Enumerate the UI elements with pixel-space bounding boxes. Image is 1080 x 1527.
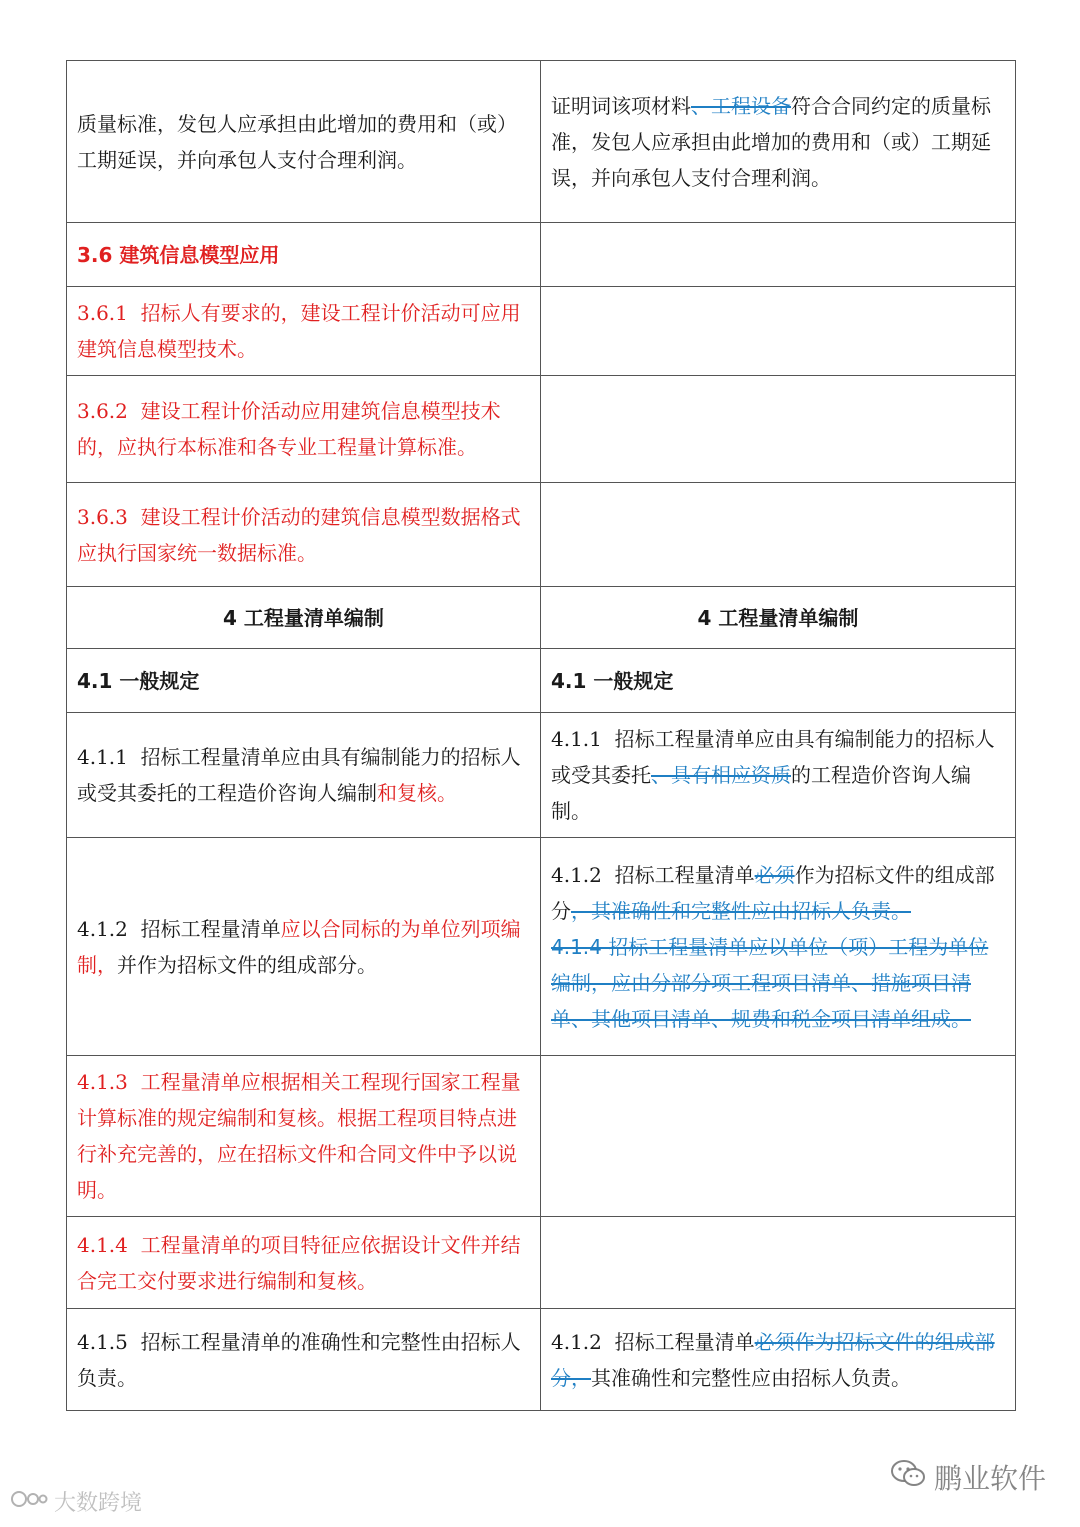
table-row: [67, 61, 1016, 223]
cell-old: 4.1.1 招标工程量清单应由具有编制能力的招标人或受其委托、具有相应资质的工程造价咨询人编制。: [541, 713, 1016, 838]
cell-new: 4.1.2 招标工程量清单应以合同标的为单位列项编制，并作为招标文件的组成部分。: [67, 838, 541, 1056]
table-row: [67, 1056, 1016, 1217]
chapter-title: 4 工程量清单编制: [67, 587, 541, 649]
added-text: 和复核。: [377, 781, 457, 805]
table-row: [67, 1309, 1016, 1411]
cell-old: 证明词该项材料、工程设备符合合同约定的质量标准，发包人应承担由此增加的费用和（或）工期延误，并向承包人支付合理利润。: [541, 61, 1016, 223]
table-row: [67, 376, 1016, 483]
table-row: [67, 287, 1016, 376]
section-heading: 3.6 建筑信息模型应用: [67, 223, 541, 287]
deleted-text: 、工程设备: [691, 93, 791, 118]
deleted-text: 必须作为招标文件的组成部分，: [551, 1329, 995, 1390]
table-row: [67, 587, 1016, 649]
cell-new: 4.1.3 工程量清单应根据相关工程现行国家工程量计算标准的规定编制和复核。根据工程项目特点进行补充完善的，应在招标文件和合同文件中予以说明。: [67, 1056, 541, 1217]
table-row: [67, 649, 1016, 713]
section-heading: 4.1 一般规定: [67, 649, 541, 713]
cell-new: 4.1.1 招标工程量清单应由具有编制能力的招标人或受其委托的工程造价咨询人编制和复核。: [67, 713, 541, 838]
chapter-title: 4 工程量清单编制: [541, 587, 1016, 649]
bigdata-logo-icon: [10, 1488, 50, 1516]
cell-old: 4.1.2 招标工程量清单必须作为招标文件的组成部分，其准确性和完整性应由招标人负责。 4.1.4 招标工程量清单应以单位（项）工程为单位编制，应由分部分项工程项目清单、措施项目清单、其他项目清单、规费和税金项目清单组成。: [541, 838, 1016, 1056]
table-row: [67, 838, 1016, 1056]
cell-new: 3.6.3 建设工程计价活动的建筑信息模型数据格式应执行国家统一数据标准。: [67, 483, 541, 587]
added-text: 应以合同标的为单位列项编制，: [77, 916, 521, 977]
cell-old-empty: [541, 287, 1016, 376]
deleted-clause: 4.1.4 招标工程量清单应以单位（项）工程为单位编制，应由分部分项工程项目清单、措施项目清单、其他项目清单、规费和税金项目清单组成。: [551, 934, 989, 1031]
table-row: [67, 483, 1016, 587]
cell-old-empty: [541, 223, 1016, 287]
cell-new: 4.1.5 招标工程量清单的准确性和完整性由招标人负责。: [67, 1309, 541, 1411]
watermark-left: 大数跨境: [10, 1486, 142, 1517]
table-row: [67, 223, 1016, 287]
deleted-text: ，其准确性和完整性应由招标人负责。: [571, 898, 911, 923]
cell-new: 3.6.2 建设工程计价活动应用建筑信息模型技术的，应执行本标准和各专业工程量计算标准。: [67, 376, 541, 483]
table-row: [67, 713, 1016, 838]
table-row: [67, 1217, 1016, 1309]
cell-old-empty: [541, 1217, 1016, 1309]
cell-old-empty: [541, 1056, 1016, 1217]
wechat-icon: [890, 1459, 926, 1496]
deleted-text: 、具有相应资质: [651, 763, 791, 787]
section-heading: 4.1 一般规定: [541, 649, 1016, 713]
cell-new: 质量标准，发包人应承担由此增加的费用和（或）工期延误，并向承包人支付合理利润。: [67, 61, 541, 223]
cell-new: 3.6.1 招标人有要求的，建设工程计价活动可应用建筑信息模型技术。: [67, 287, 541, 376]
cell-old-empty: [541, 376, 1016, 483]
deleted-text: 必须: [754, 862, 795, 887]
comparison-table: [66, 60, 1016, 1411]
cell-old-empty: [541, 483, 1016, 587]
cell-old: 4.1.2 招标工程量清单必须作为招标文件的组成部分，其准确性和完整性应由招标人负责。: [541, 1309, 1016, 1411]
cell-new: 4.1.4 工程量清单的项目特征应依据设计文件并结合完工交付要求进行编制和复核。: [67, 1217, 541, 1309]
watermark-right: 鹏业软件: [890, 1457, 1046, 1497]
